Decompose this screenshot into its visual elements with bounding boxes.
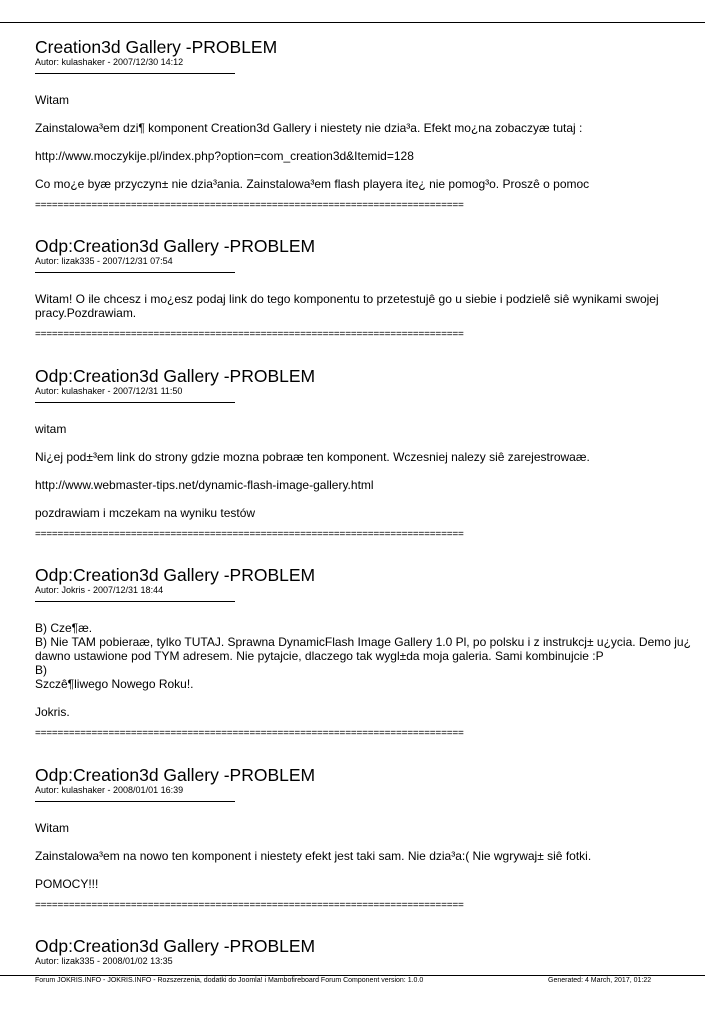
- post-meta: Autor: lizak335 - 2008/01/02 13:35: [35, 956, 173, 966]
- post-title: Creation3d Gallery -PROBLEM: [35, 37, 278, 57]
- post-line: B): [35, 663, 47, 677]
- post-line: B) Cze¶æ.: [35, 621, 93, 635]
- post: [35, 766, 695, 891]
- meta-rule: [35, 601, 235, 602]
- post-paragraph: Witam: [35, 93, 69, 107]
- post-separator: ============================================================================: [35, 530, 464, 540]
- meta-rule: [35, 801, 235, 802]
- post-meta: Autor: kulashaker - 2007/12/31 11:50: [35, 386, 183, 396]
- footer-component: fireboard Forum Component version: 1.0.0: [291, 977, 424, 984]
- post-title: Odp:Creation3d Gallery -PROBLEM: [35, 765, 316, 785]
- post-meta: Autor: kulashaker - 2008/01/01 16:39: [35, 785, 184, 795]
- meta-rule: [35, 73, 235, 74]
- post-title: Odp:Creation3d Gallery -PROBLEM: [35, 565, 316, 585]
- footer-generated: Generated: 4 March, 2017, 01:22: [548, 977, 652, 984]
- post-paragraph: Zainstalowa³em dzi¶ komponent Creation3d Gallery i niestety nie dzia³a. Efekt mo¿na zobaczyæ tutaj :: [35, 121, 583, 135]
- post-meta: Autor: kulashaker - 2007/12/30 14:12: [35, 57, 184, 67]
- post-paragraph: Witam! O ile chcesz i mo¿esz podaj link do tego komponentu to przetestujê go u siebie i podzielê siê wynikami swojej pracy.Pozdrawiam.: [35, 292, 659, 320]
- post-line: B) Nie TAM pobieraæ, tylko TUTAJ. Sprawna DynamicFlash Image Gallery 1.0 Pl, po polsku i z instrukcj± u¿ycia. Demo ju¿ dawno ustawione pod TYM adresem. Nie pytajcie, dlaczego tak wygl±da moja galeria. Sami kombinujcie :P: [35, 635, 691, 663]
- post-separator: ============================================================================: [35, 201, 464, 211]
- meta-rule: [35, 402, 235, 403]
- post: [35, 937, 695, 966]
- post-meta: Autor: Jokris - 2007/12/31 18:44: [35, 585, 164, 595]
- post-paragraph: witam: [35, 422, 67, 436]
- post-link[interactable]: http://www.webmaster-tips.net/dynamic-flash-image-gallery.html: [35, 478, 374, 492]
- footer-source: [35, 977, 423, 985]
- post-body: [35, 93, 695, 191]
- post-paragraph: Witam: [35, 821, 69, 835]
- post: [35, 566, 695, 719]
- post-separator: ============================================================================: [35, 330, 464, 340]
- post-title: Odp:Creation3d Gallery -PROBLEM: [35, 936, 316, 956]
- post: [35, 367, 695, 520]
- post-paragraph: Co mo¿e byæ przyczyn± nie dzia³ania. Zainstalowa³em flash playera ite¿ nie pomog³o. Proszê o pomoc: [35, 177, 590, 191]
- post-line: Szczê¶liwego Nowego Roku!.: [35, 677, 194, 691]
- post-title: Odp:Creation3d Gallery -PROBLEM: [35, 236, 316, 256]
- post-paragraph: Zainstalowa³em na nowo ten komponent i niestety efekt jest taki sam. Nie dzia³a:( Nie wgrywaj± siê fotki.: [35, 849, 592, 863]
- footer-rule: [0, 975, 705, 976]
- post-signature: Jokris.: [35, 705, 70, 719]
- post-body: [35, 292, 695, 320]
- post: [35, 237, 695, 320]
- post-paragraph: pozdrawiam i mczekam na wyniku testów: [35, 506, 256, 520]
- post-body: [35, 621, 695, 719]
- meta-rule: [35, 272, 235, 273]
- post-paragraph: Ni¿ej pod±³em link do strony gdzie mozna pobraæ ten komponent. Wczesniej nalezy siê zarejestrowaæ.: [35, 450, 590, 464]
- post-separator: ============================================================================: [35, 729, 464, 739]
- post-body: [35, 821, 695, 891]
- top-rule: [0, 22, 705, 23]
- post-paragraph: POMOCY!!!: [35, 877, 99, 891]
- post-title: Odp:Creation3d Gallery -PROBLEM: [35, 366, 316, 386]
- post-body: [35, 422, 695, 520]
- post: [35, 38, 695, 205]
- post-link[interactable]: http://www.moczykije.pl/index.php?option=com_creation3d&Itemid=128: [35, 149, 414, 163]
- post-separator: ============================================================================: [35, 901, 464, 911]
- footer-site: Forum JOKRIS.INFO - JOKRIS.INFO - Rozszerzenia, dodatki do Joomla! i Mambo: [35, 977, 292, 984]
- post-meta: Autor: lizak335 - 2007/12/31 07:54: [35, 256, 173, 266]
